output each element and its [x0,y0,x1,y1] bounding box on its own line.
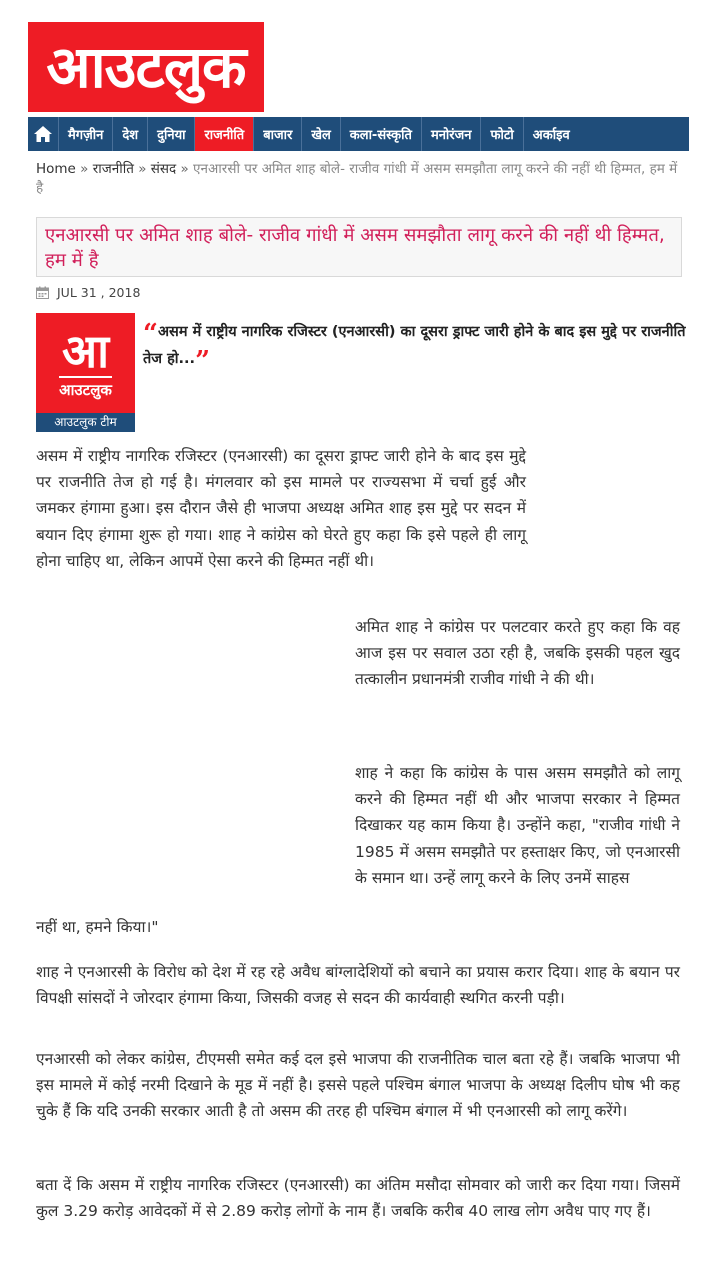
site-logo[interactable] [28,22,264,112]
breadcrumb-rajneeti[interactable]: राजनीति [92,161,134,177]
article-title-box [36,217,682,277]
nav-home[interactable] [28,117,59,151]
article-paragraph-6: बता दें कि असम में राष्ट्रीय नागरिक रजिस्टर (एनआरसी) का अंतिम मसौदा सोमवार को जारी कर दिया गया। जिसमें कुल 3.29 करोड़ आवेदकों में से 2.89 करोड़ लोगों के नाम हैं। जबकि करीब 40 लाख लोग अवैध पाए गए हैं। [36,1176,680,1221]
breadcrumb-separator: » [75,161,93,177]
calendar-icon [36,286,49,299]
breadcrumb [36,160,686,198]
author-name[interactable]: आउटलुक टीम [36,413,135,432]
nav-item-manoranjan[interactable]: मनोरंजन [422,117,482,151]
nav-item-kala-sanskriti[interactable]: कला-संस्कृति [341,117,422,151]
article-paragraph-3: शाह ने कहा कि कांग्रेस के पास असम समझौते को लागू करने की हिम्मत नहीं थी और भाजपा सरकार ने हिम्मत दिखाकर यह काम किया है। उन्होंने कहा, "राजीव गांधी ने 1985 में असम समझौते पर हस्ताक्षर किए, जो एनआरसी के समान था। उन्हें लागू करने के लिए उनमें साहस [355,764,680,887]
date-text: JUL 31 , 2018 [57,285,141,300]
article-date [36,285,140,300]
breadcrumb-separator: » [133,161,151,177]
nav-item-khel[interactable]: खेल [302,117,340,151]
article-paragraph-3-end: नहीं था, हमने किया।" [36,918,159,936]
nav-item-photo[interactable]: फोटो [481,117,523,151]
main-nav [28,117,689,151]
nav-item-rajneeti[interactable]: राजनीति [195,117,254,151]
article-paragraph-4: शाह ने एनआरसी के विरोध को देश में रह रहे अवैध बांग्लादेशियों को बचाने का प्रयास करार दिया। शाह के बयान पर विपक्षी सांसदों ने जोरदार हंगामा किया, जिसकी वजह से सदन की कार्यवाही स्थगित करनी पड़ी। [36,963,680,1008]
article-title: एनआरसी पर अमित शाह बोले- राजीव गांधी में असम समझौता लागू करने की नहीं थी हिम्मत, हम में है [45,225,665,271]
article-paragraph-5: एनआरसी को लेकर कांग्रेस, टीएमसी समेत कई दल इसे भाजपा की राजनीतिक चाल बता रहे हैं। जबकि भाजपा भी इस मामले में कोई नरमी दिखाने के मूड में नहीं है। इससे पहले पश्चिम बंगाल भाजपा के अध्यक्ष दिलीप घोष भी कह चुके हैं कि यदि उनकी सरकार आती है तो असम की तरह ही पश्चिम बंगाल में भी एनआरसी को लागू करेंगे। [36,1050,680,1121]
breadcrumb-current: एनआरसी पर अमित शाह बोले- राजीव गांधी में असम समझौता लागू करने की नहीं थी हिम्मत, हम में है [36,161,678,196]
quote-open-mark: “ [143,319,158,349]
breadcrumb-separator: » [176,161,194,177]
quote-text: असम में राष्ट्रीय नागरिक रजिस्टर (एनआरसी) का दूसरा ड्राफ्ट जारी होने के बाद इस मुद्दे पर राजनीति तेज हो... [143,324,686,367]
nav-item-archive[interactable]: अर्काइव [532,128,570,143]
quote-close-mark: ” [195,346,211,376]
nav-item-magazine[interactable]: मैगज़ीन [59,117,113,151]
author-logo-small: आउटलुक [59,376,112,400]
author-logo-big: आ [61,324,109,378]
article-paragraph-2: अमित शाह ने कांग्रेस पर पलटवार करते हुए कहा कि वह आज इस पर सवाल उठा रही है, जबकि इसकी पहल खुद तत्कालीन प्रधानमंत्री राजीव गांधी ने की थी। [355,618,680,689]
author-avatar [36,313,135,413]
article-summary-quote [143,320,688,374]
home-icon [33,125,53,143]
logo-text: आउटलुक [46,33,246,101]
breadcrumb-sansad[interactable]: संसद [150,161,177,177]
nav-item-duniya[interactable]: दुनिया [148,117,195,151]
breadcrumb-home[interactable]: Home [36,161,76,177]
nav-item-desh[interactable]: देश [113,117,148,151]
article-paragraph-1: असम में राष्ट्रीय नागरिक रजिस्टर (एनआरसी) का दूसरा ड्राफ्ट जारी होने के बाद इस मुद्दे पर राजनीति तेज हो गई है। मंगलवार को इस मामले पर राज्यसभा में चर्चा हुई और जमकर हंगामा हुआ। इस दौरान जैसे ही भाजपा अध्यक्ष अमित शाह इस मुद्दे पर सदन में बयान दिए हंगामा शुरू हो गया। शाह ने कांग्रेस को घेरते हुए कहा कि इसे पहले ही लागू होना चाहिए था, लेकिन आपमें ऐसा करने की हिम्मत नहीं थी। [36,447,526,570]
nav-item-bazaar[interactable]: बाजार [254,117,302,151]
